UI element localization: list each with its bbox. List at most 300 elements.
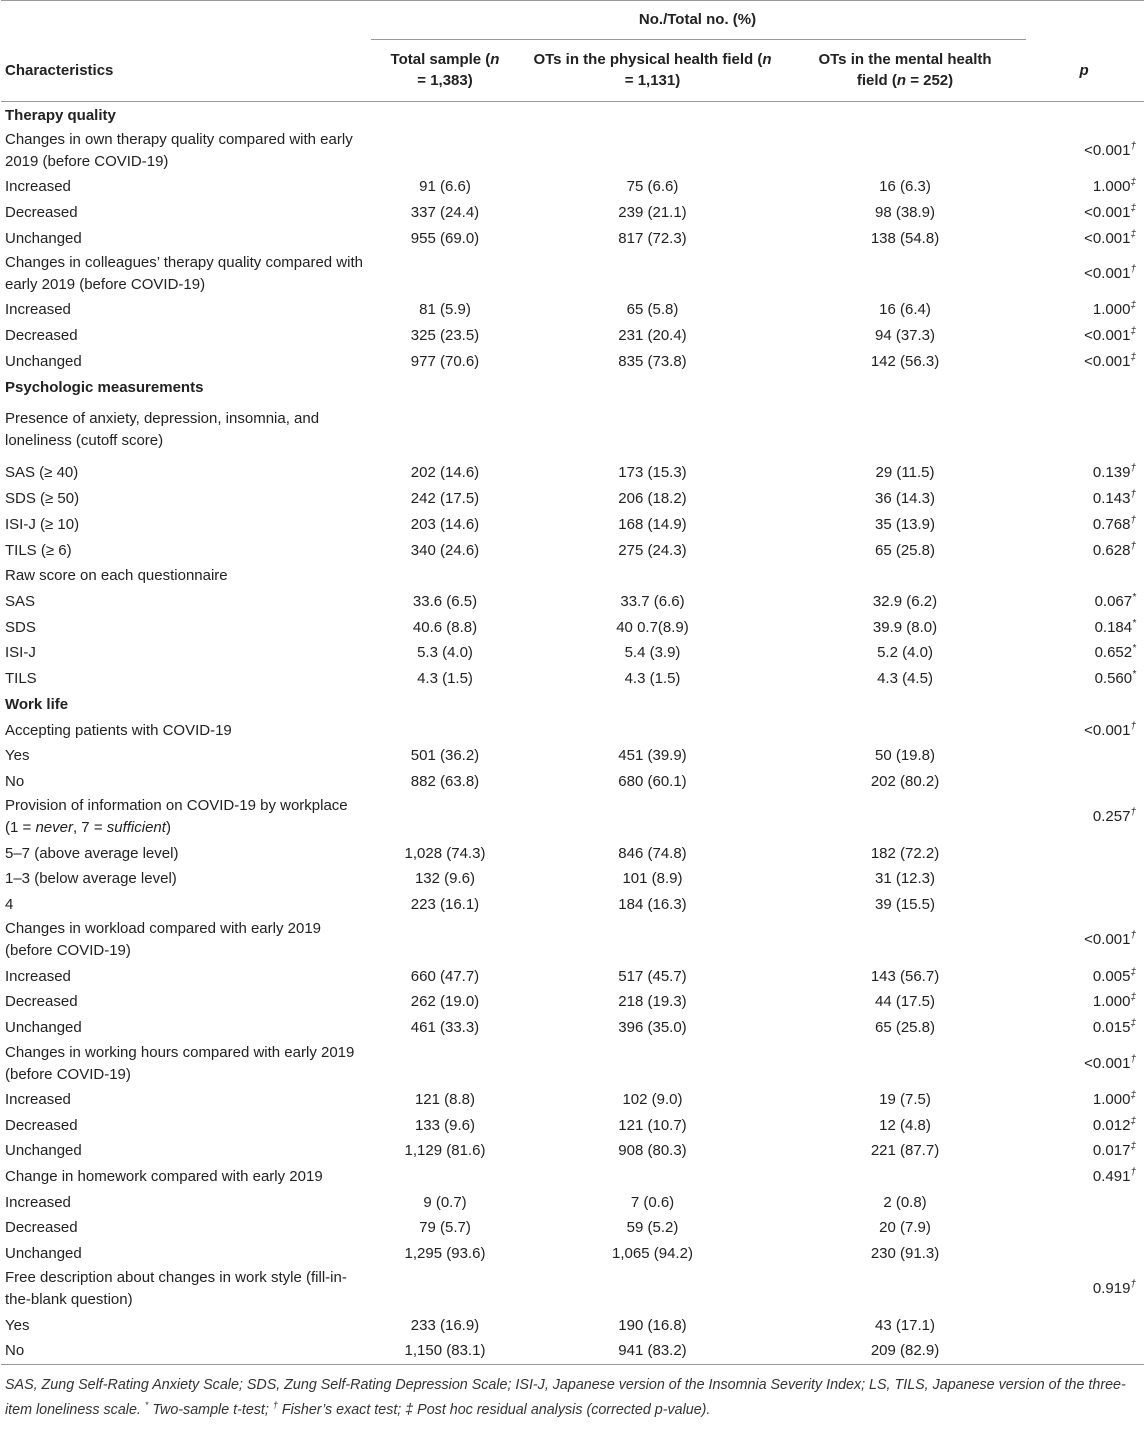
cell-mental: 16 (6.4) [879, 301, 931, 319]
row-label [1, 1312, 371, 1338]
row-label-text: Raw score on each questionnaire [5, 567, 228, 585]
table-row [1, 348, 1144, 374]
table-row [1, 200, 1144, 226]
cell-physical: 846 (74.8) [618, 844, 687, 862]
question-row [1, 1266, 1144, 1312]
row-label [1, 1266, 371, 1312]
row-label [1, 225, 371, 251]
row-label-text: Decreased [5, 204, 78, 222]
cell-total: 133 (9.6) [414, 1116, 476, 1134]
table-row [1, 589, 1144, 615]
row-label [1, 537, 371, 563]
row-label [1, 460, 371, 486]
scale-note-mid: , 7 = [72, 819, 107, 837]
p-test-mark: † [1130, 1166, 1137, 1178]
cell-total [371, 917, 521, 963]
p-value: <0.001 [1084, 265, 1131, 283]
cell-physical: 231 (20.4) [618, 327, 687, 345]
row-label [1, 614, 371, 640]
cell-p [1026, 794, 1144, 840]
table-row [1, 963, 1144, 989]
row-label-text: 1–3 (below average level) [5, 870, 177, 888]
row-label-text: Unchanged [5, 1142, 82, 1160]
cell-p [1026, 840, 1144, 866]
cell-total: 233 (16.9) [410, 1316, 480, 1334]
cell-mental: 50 (19.8) [874, 747, 936, 765]
p-test-mark: † [1130, 930, 1137, 942]
cell-mental: 2 (0.8) [883, 1193, 927, 1211]
header-row-group [1, 1, 1144, 40]
table-row [1, 614, 1144, 640]
p-value: 0.067 [1094, 592, 1133, 610]
p-value: <0.001 [1084, 327, 1131, 345]
cell-total: 33.6 (6.5) [412, 592, 478, 610]
section-row [1, 691, 1144, 717]
p-test-mark: † [1130, 720, 1137, 732]
cell-mental: 4.3 (4.5) [877, 669, 933, 687]
row-label-text: TILS (≥ 6) [5, 541, 72, 559]
p-value: <0.001 [1084, 229, 1131, 247]
cell-total [371, 1164, 521, 1190]
row-label [1, 1164, 371, 1190]
table-row [1, 769, 1144, 795]
cell-p [1026, 614, 1144, 640]
cell-physical: 4.3 (1.5) [624, 669, 681, 687]
cell-total: 340 (24.6) [410, 541, 480, 559]
row-label-text: Accepting patients with COVID-19 [5, 721, 232, 739]
cell-physical: 908 (80.3) [618, 1142, 687, 1160]
cell-total [371, 794, 521, 840]
cell-p [1026, 297, 1144, 323]
row-label-text: Yes [5, 747, 30, 765]
cell-total [371, 717, 521, 743]
cell-total: 81 (5.9) [419, 301, 471, 319]
cell-mental [786, 251, 1026, 297]
row-label-text: Increased [5, 301, 71, 319]
cell-p [1026, 917, 1144, 963]
cell-total [371, 400, 521, 460]
cell-mental [786, 563, 1026, 589]
cell-mental: 209 (82.9) [870, 1342, 940, 1360]
p-value: 0.919 [1092, 1280, 1131, 1298]
cell-mental: 221 (87.7) [870, 1142, 940, 1160]
cell-physical: 75 (6.6) [626, 178, 679, 196]
question-row [1, 917, 1144, 963]
cell-mental: 16 (6.3) [879, 178, 931, 196]
col-header-mental: OTs in the mental health field (n = 252) [818, 51, 992, 90]
p-value: 0.491 [1092, 1167, 1131, 1185]
p-test-mark: * [1132, 591, 1137, 603]
cell-mental [786, 917, 1026, 963]
row-label-text: Unchanged [5, 229, 82, 247]
cell-mental: 5.2 (4.0) [877, 644, 933, 662]
row-label [1, 794, 371, 840]
row-label-text: Changes in working hours compared with early 2019 (before COVID-19) [5, 1043, 355, 1083]
table-row [1, 297, 1144, 323]
cell-mental: 31 (12.3) [874, 870, 936, 888]
cell-physical: 206 (18.2) [618, 490, 687, 508]
p-test-mark: ‡ [1130, 1089, 1137, 1101]
cell-total: 79 (5.7) [419, 1219, 471, 1237]
p-value: 1.000 [1092, 301, 1131, 319]
cell-total: 325 (23.5) [410, 327, 480, 345]
section-heading: Psychologic measurements [5, 378, 204, 396]
cell-total: 242 (17.5) [410, 490, 480, 508]
col-header-characteristics: Characteristics [5, 61, 114, 79]
table-row [1, 840, 1144, 866]
cell-physical: 173 (15.3) [618, 464, 687, 482]
p-value: 0.143 [1092, 490, 1131, 508]
cell-physical: 275 (24.3) [618, 541, 687, 559]
row-label-text: TILS [5, 669, 37, 687]
cell-mental: 182 (72.2) [870, 844, 940, 862]
cell-p [1026, 174, 1144, 200]
table-row [1, 1015, 1144, 1041]
p-test-mark: ‡ [1130, 992, 1137, 1004]
table-row [1, 1112, 1144, 1138]
cell-mental: 12 (4.8) [879, 1116, 931, 1134]
row-label [1, 917, 371, 963]
cell-physical: 40 0.7(8.9) [616, 618, 689, 636]
row-label [1, 1215, 371, 1241]
row-label-text: Free description about changes in work style (fill-in-the-blank question) [5, 1269, 347, 1309]
cell-physical: 184 (16.3) [618, 896, 687, 914]
cell-physical: 101 (8.9) [622, 870, 683, 888]
cell-p [1026, 1338, 1144, 1364]
cell-total: 977 (70.6) [410, 352, 480, 370]
cell-physical: 102 (9.0) [622, 1090, 683, 1108]
scale-note-never: never [35, 819, 73, 837]
cell-total: 337 (24.4) [410, 204, 480, 222]
cell-total [371, 1266, 521, 1312]
scale-note-post: ) [165, 819, 171, 837]
cell-physical: 1,065 (94.2) [612, 1244, 693, 1262]
table-row [1, 225, 1144, 251]
cell-p [1026, 640, 1144, 666]
p-test-mark: † [1130, 1279, 1137, 1291]
cell-total: 4.3 (1.5) [417, 669, 473, 687]
p-value: <0.001 [1084, 204, 1131, 222]
row-label-text: Unchanged [5, 1244, 82, 1262]
cell-total [371, 1041, 521, 1087]
row-label [1, 297, 371, 323]
cell-physical [521, 1164, 786, 1190]
row-label-text: Changes in workload compared with early 2019 (before COVID-19) [5, 920, 322, 960]
cell-mental [786, 794, 1026, 840]
cell-physical: 7 (0.6) [630, 1193, 675, 1211]
cell-p [1026, 743, 1144, 769]
section-heading: Work life [5, 695, 69, 713]
cell-mental: 202 (80.2) [870, 773, 940, 791]
cell-physical: 59 (5.2) [626, 1219, 679, 1237]
question-row [1, 794, 1144, 840]
cell-p [1026, 1266, 1144, 1312]
p-value: 0.012 [1092, 1116, 1131, 1134]
cell-p [1026, 1015, 1144, 1041]
row-label-text: Increased [5, 1193, 71, 1211]
cell-p [1026, 460, 1144, 486]
p-test-mark: ‡ [1130, 300, 1137, 312]
header-blank [1, 1, 371, 40]
p-value: 0.257 [1092, 808, 1131, 826]
cell-p [1026, 666, 1144, 692]
table-row [1, 323, 1144, 349]
cell-mental: 230 (91.3) [870, 1244, 940, 1262]
row-label-text: Provision of information on COVID-19 by workplace [5, 797, 348, 815]
table-body [1, 102, 1144, 1365]
row-label-text: SDS [5, 618, 36, 636]
p-value: 0.015 [1092, 1019, 1131, 1037]
table-row [1, 1241, 1144, 1267]
p-value: 0.560 [1094, 669, 1133, 687]
p-test-mark: ‡ [1130, 1018, 1137, 1030]
row-label [1, 1338, 371, 1364]
cell-p [1026, 1312, 1144, 1338]
cell-physical: 680 (60.1) [618, 773, 687, 791]
question-row [1, 251, 1144, 297]
cell-physical: 168 (14.9) [618, 515, 687, 533]
cell-physical: 835 (73.8) [618, 352, 687, 370]
cell-mental: 65 (25.8) [874, 541, 936, 559]
cell-physical [521, 917, 786, 963]
cell-p [1026, 866, 1144, 892]
cell-total: 660 (47.7) [410, 967, 480, 985]
cell-physical: 65 (5.8) [626, 301, 679, 319]
table-row [1, 1215, 1144, 1241]
cell-total: 9 (0.7) [423, 1193, 467, 1211]
cell-total: 203 (14.6) [410, 515, 480, 533]
cell-physical: 941 (83.2) [618, 1342, 687, 1360]
p-test-mark: ‡ [1130, 1115, 1137, 1127]
cell-physical: 517 (45.7) [618, 967, 687, 985]
question-row [1, 563, 1144, 589]
cell-mental: 94 (37.3) [874, 327, 936, 345]
row-label [1, 128, 371, 174]
cell-physical [521, 563, 786, 589]
row-label-text: 4 [5, 896, 14, 914]
cell-mental: 29 (11.5) [875, 464, 935, 482]
table-row [1, 512, 1144, 538]
cell-mental: 43 (17.1) [874, 1316, 936, 1334]
question-row [1, 400, 1144, 460]
row-label [1, 1015, 371, 1041]
p-value: <0.001 [1084, 931, 1131, 949]
question-row [1, 717, 1144, 743]
row-label-text: SDS (≥ 50) [5, 490, 80, 508]
row-label-text: Decreased [5, 327, 78, 345]
cell-total [371, 563, 521, 589]
row-label [1, 348, 371, 374]
p-value: <0.001 [1084, 721, 1131, 739]
row-label [1, 400, 371, 460]
cell-total: 461 (33.3) [410, 1019, 480, 1037]
cell-p [1026, 1112, 1144, 1138]
row-label-text: SAS [5, 592, 36, 610]
cell-mental: 44 (17.5) [874, 993, 936, 1011]
cell-mental: 36 (14.3) [874, 490, 936, 508]
row-label [1, 666, 371, 692]
p-value: 0.017 [1092, 1142, 1131, 1160]
p-test-mark: † [1130, 540, 1137, 552]
cell-total: 121 (8.8) [414, 1090, 476, 1108]
row-label-text: Increased [5, 1090, 71, 1108]
group-header: No./Total no. (%) [371, 1, 1026, 40]
table-row [1, 486, 1144, 512]
p-test-mark: † [1130, 514, 1137, 526]
cell-total: 132 (9.6) [414, 870, 476, 888]
cell-mental: 138 (54.8) [870, 229, 940, 247]
cell-total: 262 (19.0) [410, 993, 480, 1011]
p-test-mark: † [1130, 807, 1137, 819]
p-test-mark: * [1132, 643, 1137, 655]
cell-mental: 143 (56.7) [870, 967, 940, 985]
cell-mental: 32.9 (6.2) [872, 592, 938, 610]
row-label-text: Decreased [5, 1116, 78, 1134]
cell-p [1026, 1215, 1144, 1241]
p-test-mark: ‡ [1130, 203, 1137, 215]
cell-total: 91 (6.6) [419, 178, 471, 196]
cell-p [1026, 1241, 1144, 1267]
cell-total: 5.3 (4.0) [417, 644, 473, 662]
p-test-mark: † [1130, 489, 1137, 501]
p-test-mark: ‡ [1130, 351, 1137, 363]
cell-mental: 98 (38.9) [874, 204, 936, 222]
table-row [1, 640, 1144, 666]
cell-total [371, 251, 521, 297]
row-label [1, 989, 371, 1015]
row-label-text: Change in homework compared with early 2019 [5, 1167, 323, 1185]
cell-p [1026, 512, 1144, 538]
row-label-text: ISI-J (≥ 10) [5, 515, 80, 533]
p-test-mark: ‡ [1130, 177, 1137, 189]
p-value: 1.000 [1092, 1090, 1131, 1108]
p-test-mark: ‡ [1130, 228, 1137, 240]
table-row [1, 1312, 1144, 1338]
p-test-mark: ‡ [1130, 326, 1137, 338]
cell-physical: 5.4 (3.9) [624, 644, 681, 662]
table-row [1, 666, 1144, 692]
p-value: <0.001 [1084, 1054, 1131, 1072]
cell-mental: 39.9 (8.0) [872, 618, 938, 636]
cell-physical [521, 251, 786, 297]
table-footnote: SAS, Zung Self-Rating Anxiety Scale; SDS, Zung Self-Rating Depression Scale; ISI-J, Japanese version of the Insomnia Severity Index; LS, TILS, Japanese version of the three-item loneliness scale. * Two-sample t-test; † Fisher’s exact test; ‡ Post hoc residual analysis (corrected p-value). [5, 1376, 1126, 1418]
question-row [1, 1041, 1144, 1087]
p-test-mark: † [1130, 264, 1137, 276]
row-label [1, 563, 371, 589]
p-value: 1.000 [1092, 178, 1131, 196]
scale-note-sufficient: sufficient [106, 819, 166, 837]
row-label [1, 963, 371, 989]
cell-total: 501 (36.2) [410, 747, 480, 765]
cell-total: 1,150 (83.1) [404, 1342, 486, 1360]
header-blank-p [1026, 1, 1144, 40]
table-row [1, 1138, 1144, 1164]
row-label [1, 486, 371, 512]
p-test-mark: ‡ [1130, 1141, 1137, 1153]
table-row [1, 892, 1144, 918]
scale-note-pre: (1 = [5, 819, 36, 837]
cell-p [1026, 769, 1144, 795]
row-label-text: Increased [5, 178, 71, 196]
table-row [1, 1338, 1144, 1364]
cell-p [1026, 963, 1144, 989]
row-label-text: Decreased [5, 993, 78, 1011]
cell-physical [521, 1041, 786, 1087]
p-test-mark: * [1132, 617, 1137, 629]
cell-p [1026, 251, 1144, 297]
table-row [1, 866, 1144, 892]
cell-physical: 396 (35.0) [618, 1019, 687, 1037]
cell-total: 955 (69.0) [410, 229, 480, 247]
section-heading: Therapy quality [5, 106, 116, 124]
cell-p [1026, 1164, 1144, 1190]
question-row [1, 128, 1144, 174]
p-value: 1.000 [1092, 993, 1131, 1011]
col-header-total: Total sample (n = 1,383) [390, 51, 500, 90]
row-label-text: No [5, 773, 25, 791]
cell-total: 202 (14.6) [410, 464, 480, 482]
row-label-text: Changes in own therapy quality compared with early 2019 (before COVID-19) [5, 131, 353, 170]
cell-total: 40.6 (8.8) [412, 618, 478, 636]
p-value: 0.184 [1094, 618, 1133, 636]
cell-mental [786, 1164, 1026, 1190]
row-label [1, 1189, 371, 1215]
cell-p [1026, 563, 1144, 589]
p-value: 0.652 [1094, 644, 1133, 662]
row-label-text: Changes in colleagues’ therapy quality compared with early 2019 (before COVID-19) [5, 254, 363, 294]
row-label [1, 1087, 371, 1113]
row-label [1, 1138, 371, 1164]
cell-physical [521, 1266, 786, 1312]
table-row [1, 460, 1144, 486]
cell-total [371, 128, 521, 174]
cell-p [1026, 1138, 1144, 1164]
p-value: 0.628 [1092, 541, 1131, 559]
row-label [1, 1241, 371, 1267]
cell-p [1026, 589, 1144, 615]
row-label [1, 589, 371, 615]
cell-physical: 239 (21.1) [618, 204, 687, 222]
table-row [1, 537, 1144, 563]
cell-p [1026, 400, 1144, 460]
cell-p [1026, 486, 1144, 512]
row-label-text: 5–7 (above average level) [5, 844, 179, 862]
cell-p [1026, 225, 1144, 251]
cell-physical [521, 128, 786, 174]
results-table [1, 0, 1144, 1365]
cell-physical: 218 (19.3) [618, 993, 687, 1011]
col-header-p: p [1079, 61, 1089, 79]
p-value: <0.001 [1084, 142, 1131, 159]
row-label [1, 512, 371, 538]
row-label [1, 743, 371, 769]
cell-physical: 121 (10.7) [618, 1116, 687, 1134]
cell-physical: 33.7 (6.6) [620, 592, 685, 610]
p-test-mark: * [1132, 668, 1137, 680]
cell-p [1026, 128, 1144, 174]
cell-physical: 190 (16.8) [618, 1316, 687, 1334]
cell-physical [521, 717, 786, 743]
p-test-mark: ‡ [1130, 966, 1137, 978]
cell-p [1026, 717, 1144, 743]
p-value: 0.768 [1092, 515, 1131, 533]
table-row [1, 743, 1144, 769]
p-test-mark: † [1130, 463, 1137, 475]
cell-physical: 451 (39.9) [618, 747, 687, 765]
cell-p [1026, 537, 1144, 563]
row-label-text: No [5, 1342, 25, 1360]
cell-mental [786, 400, 1026, 460]
